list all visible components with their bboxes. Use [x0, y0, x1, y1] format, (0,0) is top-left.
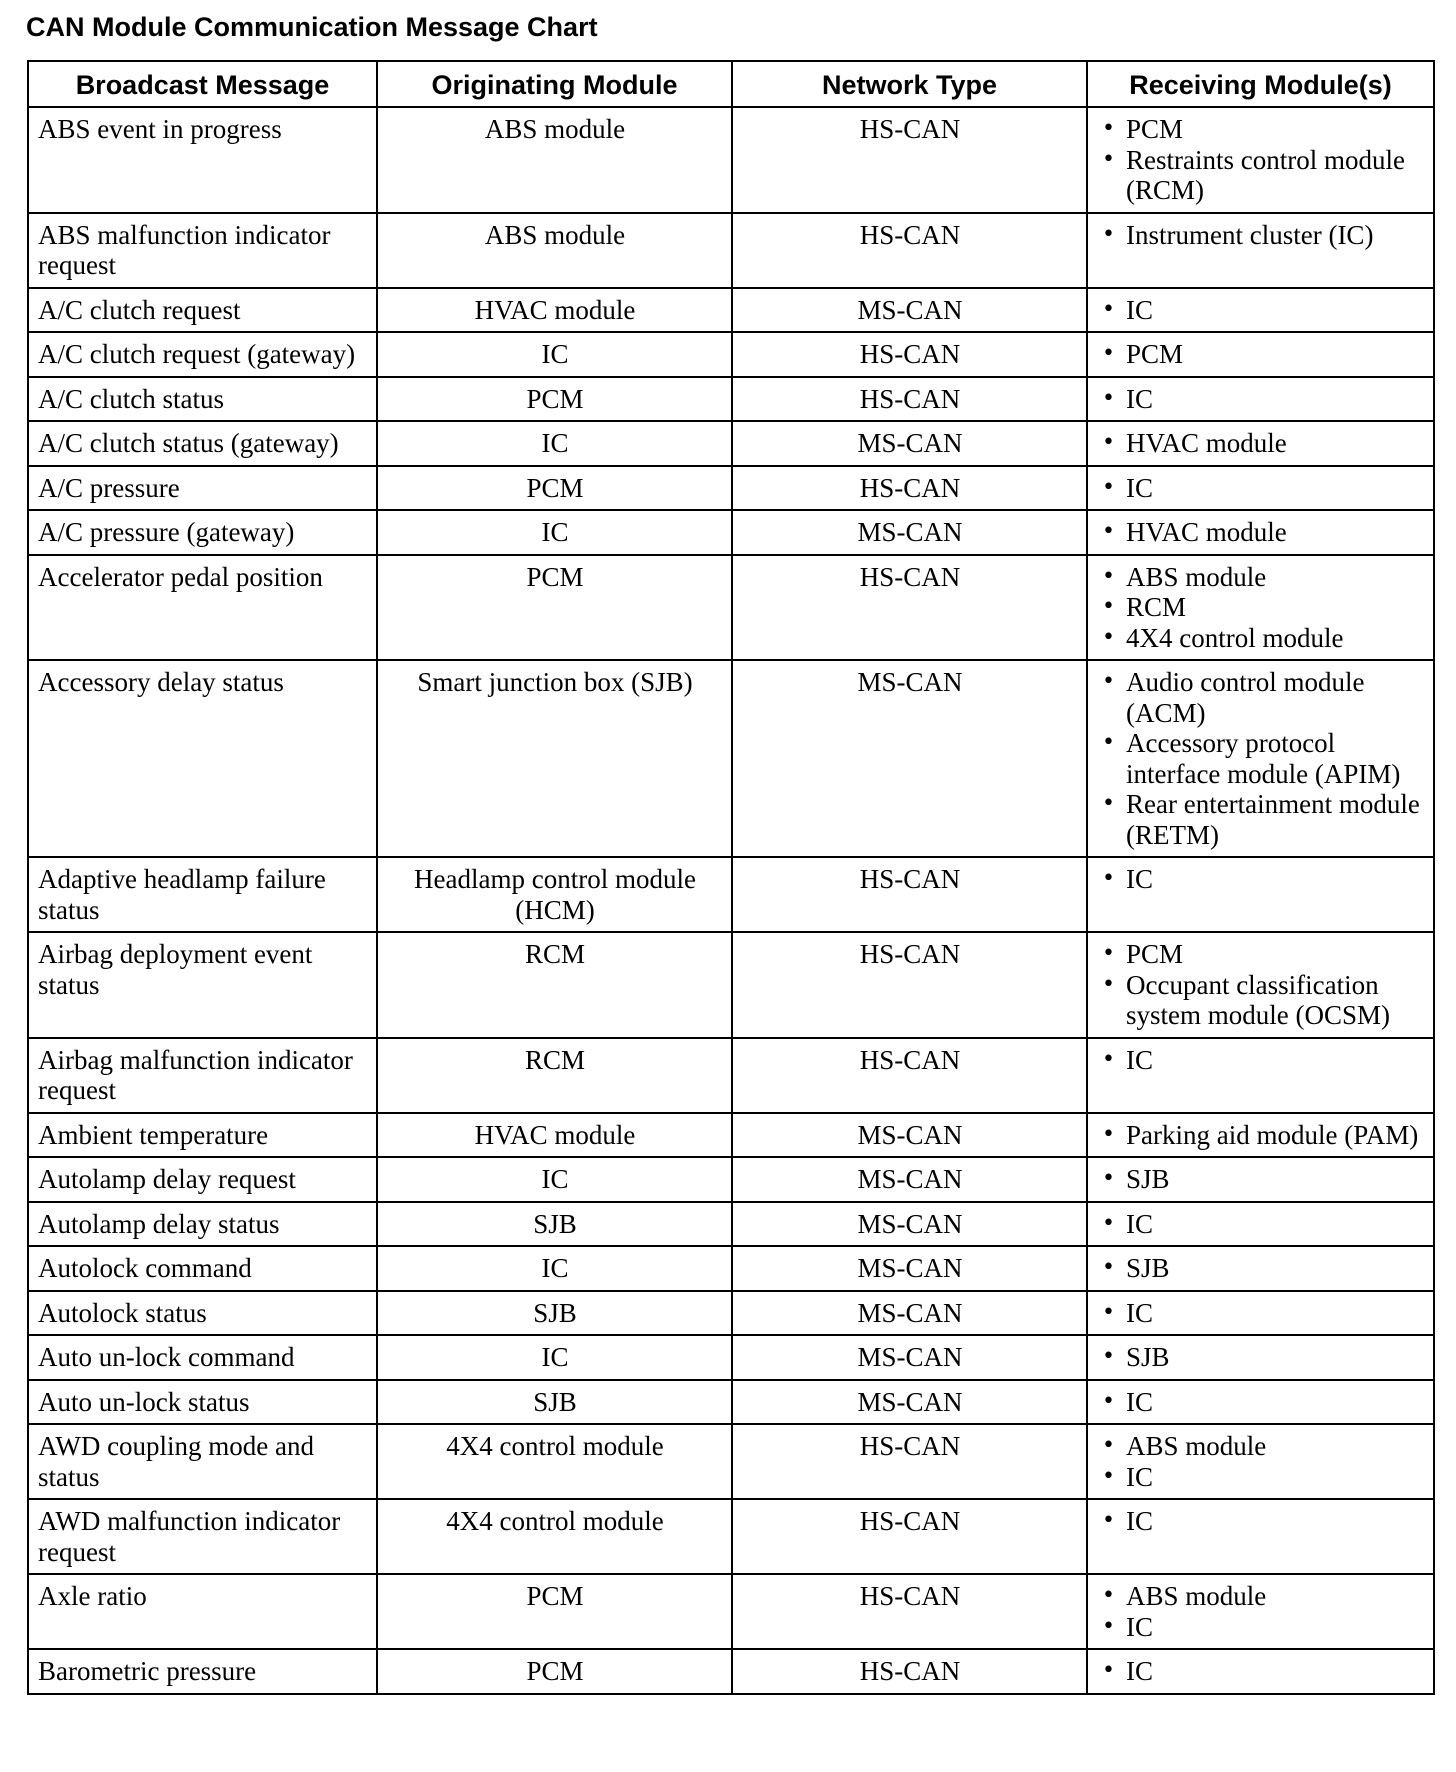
- receiving-modules-list: [1096, 517, 1425, 548]
- receiving-module-item: • RCM: [1096, 592, 1425, 623]
- receiving-modules-cell: [1087, 1649, 1434, 1694]
- receiving-modules-list: [1096, 1581, 1425, 1642]
- receiving-modules-cell: [1087, 1246, 1434, 1291]
- receiving-modules-cell: [1087, 107, 1434, 213]
- receiving-modules-cell: [1087, 1202, 1434, 1247]
- receiving-modules-cell: [1087, 332, 1434, 377]
- originating-module-cell: SJB: [377, 1291, 732, 1336]
- table-body: [28, 107, 1434, 1694]
- receiving-modules-list: [1096, 1120, 1425, 1151]
- receiving-module-item: • Instrument cluster (IC): [1096, 220, 1425, 251]
- receiving-module-item: • PCM: [1096, 339, 1425, 370]
- receiving-modules-list: [1096, 1298, 1425, 1329]
- receiving-module-item: • Accessory protocol interface module (APIM): [1096, 728, 1425, 789]
- receiving-modules-cell: [1087, 288, 1434, 333]
- broadcast-message-cell: Auto un-lock command: [28, 1335, 377, 1380]
- receiving-module-item: • Parking aid module (PAM): [1096, 1120, 1425, 1151]
- broadcast-message-cell: AWD coupling mode and status: [28, 1424, 377, 1499]
- broadcast-message-cell: A/C clutch status: [28, 377, 377, 422]
- receiving-modules-cell: [1087, 857, 1434, 932]
- header-receiving-modules: Receiving Module(s): [1087, 61, 1434, 107]
- table-row: [28, 555, 1434, 661]
- table-row: [28, 510, 1434, 555]
- table-row: [28, 288, 1434, 333]
- receiving-modules-list: [1096, 1656, 1425, 1687]
- receiving-module-item: • PCM: [1096, 939, 1425, 970]
- receiving-module-item: • IC: [1096, 384, 1425, 415]
- network-type-cell: HS-CAN: [732, 555, 1087, 661]
- network-type-cell: HS-CAN: [732, 932, 1087, 1038]
- receiving-modules-cell: [1087, 213, 1434, 288]
- originating-module-cell: PCM: [377, 377, 732, 422]
- network-type-cell: HS-CAN: [732, 1574, 1087, 1649]
- receiving-modules-cell: [1087, 1335, 1434, 1380]
- broadcast-message-cell: Axle ratio: [28, 1574, 377, 1649]
- receiving-modules-list: [1096, 939, 1425, 1031]
- receiving-module-item: • ABS module: [1096, 1431, 1425, 1462]
- broadcast-message-cell: ABS event in progress: [28, 107, 377, 213]
- table-row: [28, 1291, 1434, 1336]
- receiving-modules-list: [1096, 1045, 1425, 1076]
- receiving-modules-list: [1096, 667, 1425, 850]
- broadcast-message-cell: Ambient temperature: [28, 1113, 377, 1158]
- broadcast-message-cell: Autolamp delay request: [28, 1157, 377, 1202]
- table-row: [28, 1380, 1434, 1425]
- receiving-module-item: • 4X4 control module: [1096, 623, 1425, 654]
- receiving-modules-list: [1096, 295, 1425, 326]
- broadcast-message-cell: Autolock status: [28, 1291, 377, 1336]
- originating-module-cell: PCM: [377, 1649, 732, 1694]
- receiving-module-item: • SJB: [1096, 1253, 1425, 1284]
- receiving-modules-cell: [1087, 421, 1434, 466]
- originating-module-cell: SJB: [377, 1202, 732, 1247]
- originating-module-cell: HVAC module: [377, 1113, 732, 1158]
- receiving-module-item: • HVAC module: [1096, 428, 1425, 459]
- network-type-cell: MS-CAN: [732, 1157, 1087, 1202]
- broadcast-message-cell: A/C pressure: [28, 466, 377, 511]
- receiving-module-item: • Restraints control module (RCM): [1096, 145, 1425, 206]
- receiving-modules-cell: [1087, 377, 1434, 422]
- broadcast-message-cell: Airbag deployment event status: [28, 932, 377, 1038]
- broadcast-message-cell: A/C pressure (gateway): [28, 510, 377, 555]
- receiving-module-item: • ABS module: [1096, 562, 1425, 593]
- receiving-modules-cell: [1087, 1113, 1434, 1158]
- broadcast-message-cell: Airbag malfunction indicator request: [28, 1038, 377, 1113]
- originating-module-cell: ABS module: [377, 213, 732, 288]
- receiving-module-item: • Audio control module (ACM): [1096, 667, 1425, 728]
- receiving-modules-list: [1096, 1164, 1425, 1195]
- broadcast-message-cell: A/C clutch request (gateway): [28, 332, 377, 377]
- broadcast-message-cell: Accessory delay status: [28, 660, 377, 857]
- receiving-modules-list: [1096, 384, 1425, 415]
- receiving-modules-cell: [1087, 510, 1434, 555]
- network-type-cell: HS-CAN: [732, 1649, 1087, 1694]
- can-message-table: [27, 60, 1435, 1695]
- table-row: [28, 1202, 1434, 1247]
- table-row: [28, 332, 1434, 377]
- receiving-module-item: • IC: [1096, 295, 1425, 326]
- receiving-module-item: • IC: [1096, 1462, 1425, 1493]
- originating-module-cell: Headlamp control module (HCM): [377, 857, 732, 932]
- table-row: [28, 857, 1434, 932]
- network-type-cell: HS-CAN: [732, 107, 1087, 213]
- table-row: [28, 421, 1434, 466]
- receiving-modules-list: [1096, 220, 1425, 251]
- table-row: [28, 1246, 1434, 1291]
- receiving-modules-list: [1096, 1209, 1425, 1240]
- receiving-module-item: • HVAC module: [1096, 517, 1425, 548]
- originating-module-cell: IC: [377, 421, 732, 466]
- receiving-module-item: • IC: [1096, 1298, 1425, 1329]
- originating-module-cell: ABS module: [377, 107, 732, 213]
- originating-module-cell: RCM: [377, 1038, 732, 1113]
- receiving-modules-cell: [1087, 1380, 1434, 1425]
- receiving-modules-cell: [1087, 555, 1434, 661]
- broadcast-message-cell: A/C clutch status (gateway): [28, 421, 377, 466]
- network-type-cell: MS-CAN: [732, 1335, 1087, 1380]
- header-broadcast-message: Broadcast Message: [28, 61, 377, 107]
- table-row: [28, 1157, 1434, 1202]
- receiving-module-item: • IC: [1096, 1612, 1425, 1643]
- receiving-modules-list: [1096, 428, 1425, 459]
- receiving-modules-cell: [1087, 1574, 1434, 1649]
- receiving-modules-list: [1096, 562, 1425, 654]
- network-type-cell: HS-CAN: [732, 466, 1087, 511]
- network-type-cell: HS-CAN: [732, 1038, 1087, 1113]
- receiving-modules-list: [1096, 864, 1425, 895]
- originating-module-cell: IC: [377, 1335, 732, 1380]
- network-type-cell: MS-CAN: [732, 1202, 1087, 1247]
- originating-module-cell: IC: [377, 1157, 732, 1202]
- receiving-modules-cell: [1087, 932, 1434, 1038]
- receiving-module-item: • Rear entertainment module (RETM): [1096, 789, 1425, 850]
- receiving-modules-cell: [1087, 1499, 1434, 1574]
- table-row: [28, 932, 1434, 1038]
- network-type-cell: MS-CAN: [732, 288, 1087, 333]
- receiving-modules-list: [1096, 1506, 1425, 1537]
- receiving-module-item: • Occupant classification system module (OCSM): [1096, 970, 1425, 1031]
- table-row: [28, 107, 1434, 213]
- originating-module-cell: Smart junction box (SJB): [377, 660, 732, 857]
- originating-module-cell: IC: [377, 510, 732, 555]
- receiving-modules-list: [1096, 473, 1425, 504]
- originating-module-cell: PCM: [377, 1574, 732, 1649]
- originating-module-cell: RCM: [377, 932, 732, 1038]
- receiving-modules-cell: [1087, 1157, 1434, 1202]
- network-type-cell: HS-CAN: [732, 1499, 1087, 1574]
- receiving-module-item: • IC: [1096, 1209, 1425, 1240]
- table-row: [28, 1335, 1434, 1380]
- originating-module-cell: PCM: [377, 466, 732, 511]
- receiving-module-item: • SJB: [1096, 1164, 1425, 1195]
- receiving-module-item: • PCM: [1096, 114, 1425, 145]
- table-row: [28, 1424, 1434, 1499]
- network-type-cell: MS-CAN: [732, 510, 1087, 555]
- originating-module-cell: 4X4 control module: [377, 1424, 732, 1499]
- broadcast-message-cell: Accelerator pedal position: [28, 555, 377, 661]
- receiving-module-item: • IC: [1096, 1656, 1425, 1687]
- header-originating-module: Originating Module: [377, 61, 732, 107]
- table-row: [28, 660, 1434, 857]
- receiving-modules-cell: [1087, 466, 1434, 511]
- receiving-modules-cell: [1087, 1424, 1434, 1499]
- receiving-modules-cell: [1087, 660, 1434, 857]
- receiving-modules-list: [1096, 1387, 1425, 1418]
- header-network-type: Network Type: [732, 61, 1087, 107]
- header-row: [28, 61, 1434, 107]
- broadcast-message-cell: Auto un-lock status: [28, 1380, 377, 1425]
- network-type-cell: MS-CAN: [732, 1246, 1087, 1291]
- page-title: CAN Module Communication Message Chart: [26, 12, 598, 42]
- network-type-cell: MS-CAN: [732, 1291, 1087, 1336]
- broadcast-message-cell: AWD malfunction indicator request: [28, 1499, 377, 1574]
- network-type-cell: HS-CAN: [732, 857, 1087, 932]
- table-row: [28, 1574, 1434, 1649]
- broadcast-message-cell: A/C clutch request: [28, 288, 377, 333]
- receiving-module-item: • IC: [1096, 864, 1425, 895]
- table-row: [28, 213, 1434, 288]
- receiving-modules-cell: [1087, 1291, 1434, 1336]
- network-type-cell: MS-CAN: [732, 660, 1087, 857]
- receiving-modules-list: [1096, 114, 1425, 206]
- receiving-modules-list: [1096, 1342, 1425, 1373]
- receiving-module-item: • SJB: [1096, 1342, 1425, 1373]
- receiving-module-item: • IC: [1096, 473, 1425, 504]
- originating-module-cell: PCM: [377, 555, 732, 661]
- receiving-module-item: • IC: [1096, 1387, 1425, 1418]
- broadcast-message-cell: Autolamp delay status: [28, 1202, 377, 1247]
- broadcast-message-cell: Adaptive headlamp failure status: [28, 857, 377, 932]
- table-row: [28, 377, 1434, 422]
- network-type-cell: MS-CAN: [732, 1380, 1087, 1425]
- originating-module-cell: 4X4 control module: [377, 1499, 732, 1574]
- originating-module-cell: HVAC module: [377, 288, 732, 333]
- network-type-cell: MS-CAN: [732, 421, 1087, 466]
- table-row: [28, 1649, 1434, 1694]
- originating-module-cell: SJB: [377, 1380, 732, 1425]
- network-type-cell: HS-CAN: [732, 332, 1087, 377]
- broadcast-message-cell: ABS malfunction indicator request: [28, 213, 377, 288]
- network-type-cell: MS-CAN: [732, 1113, 1087, 1158]
- receiving-module-item: • IC: [1096, 1045, 1425, 1076]
- originating-module-cell: IC: [377, 1246, 732, 1291]
- receiving-module-item: • ABS module: [1096, 1581, 1425, 1612]
- table-row: [28, 1113, 1434, 1158]
- receiving-modules-list: [1096, 339, 1425, 370]
- originating-module-cell: IC: [377, 332, 732, 377]
- network-type-cell: HS-CAN: [732, 1424, 1087, 1499]
- network-type-cell: HS-CAN: [732, 213, 1087, 288]
- broadcast-message-cell: Autolock command: [28, 1246, 377, 1291]
- receiving-modules-list: [1096, 1431, 1425, 1492]
- receiving-module-item: • IC: [1096, 1506, 1425, 1537]
- table-row: [28, 466, 1434, 511]
- receiving-modules-cell: [1087, 1038, 1434, 1113]
- network-type-cell: HS-CAN: [732, 377, 1087, 422]
- table-row: [28, 1499, 1434, 1574]
- broadcast-message-cell: Barometric pressure: [28, 1649, 377, 1694]
- table-row: [28, 1038, 1434, 1113]
- receiving-modules-list: [1096, 1253, 1425, 1284]
